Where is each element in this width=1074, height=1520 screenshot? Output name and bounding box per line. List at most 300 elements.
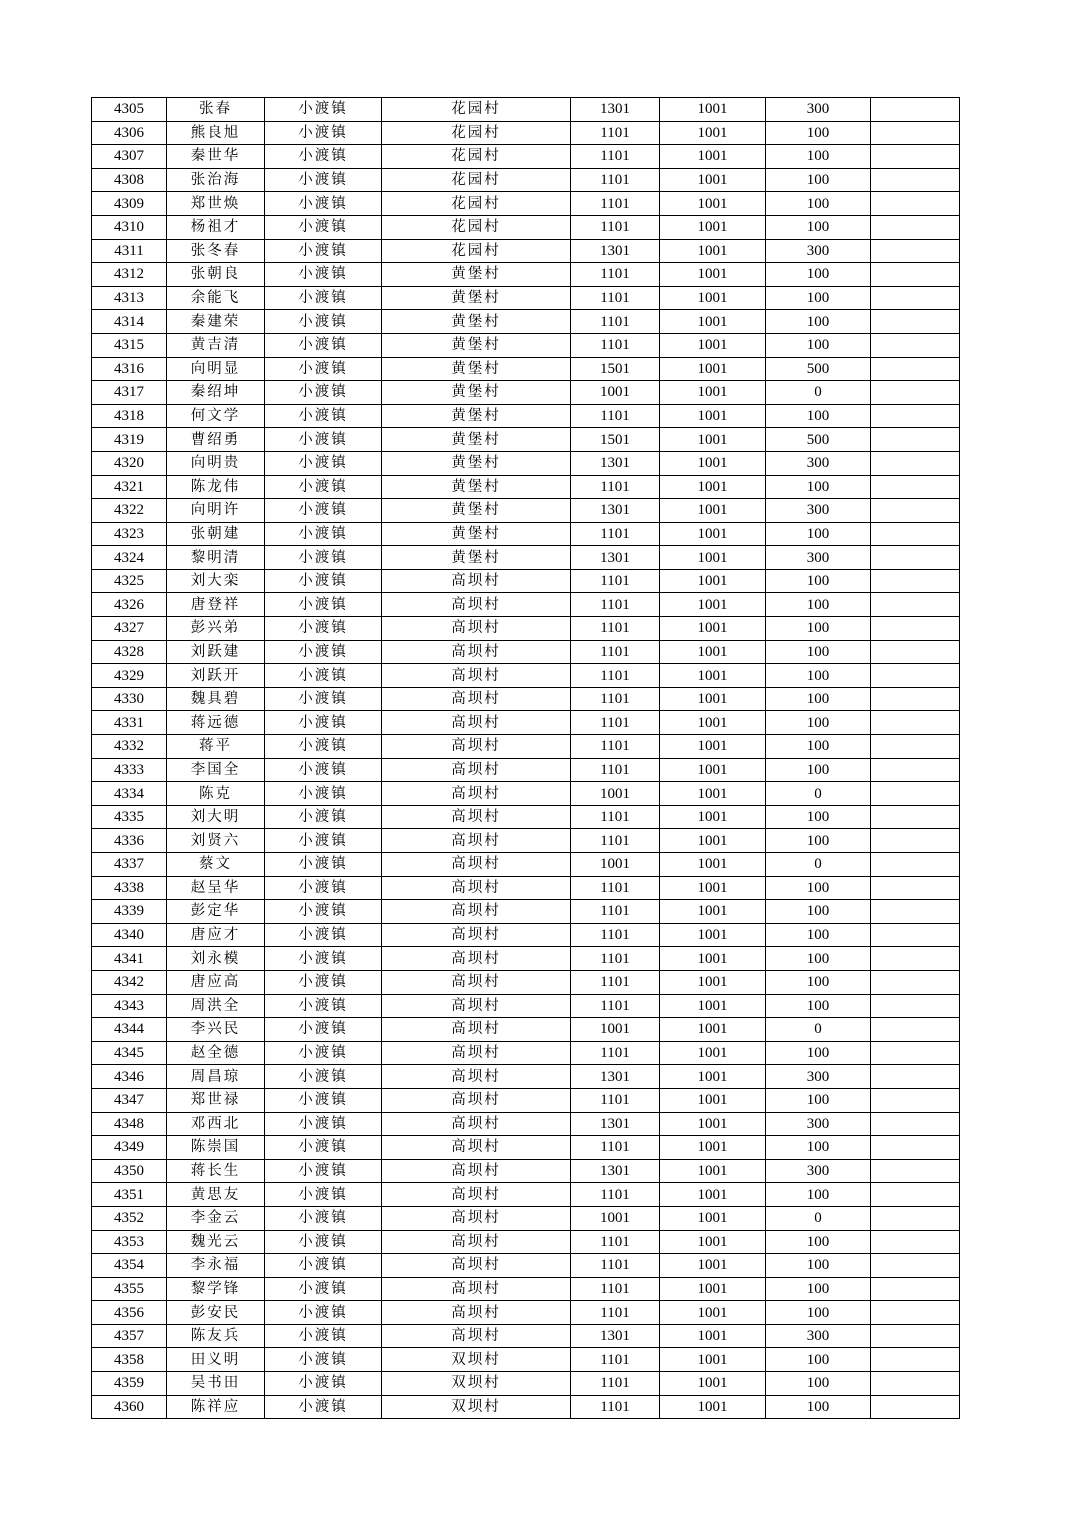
amount-cell: 100 [766, 1088, 871, 1112]
village-cell: 高坝村 [382, 1159, 571, 1183]
name-cell: 魏具碧 [167, 687, 265, 711]
row-number-cell: 4334 [92, 782, 167, 806]
code-b-cell: 1001 [660, 1183, 766, 1207]
code-b-cell: 1001 [660, 735, 766, 759]
code-a-cell: 1301 [571, 451, 660, 475]
town-cell: 小渡镇 [265, 569, 382, 593]
town-cell: 小渡镇 [265, 357, 382, 381]
amount-cell: 100 [766, 121, 871, 145]
code-a-cell: 1301 [571, 546, 660, 570]
table-row [92, 970, 960, 994]
village-cell: 花园村 [382, 168, 571, 192]
village-cell: 高坝村 [382, 687, 571, 711]
code-b-cell: 1001 [660, 947, 766, 971]
code-b-cell: 1001 [660, 1230, 766, 1254]
town-cell: 小渡镇 [265, 758, 382, 782]
note-cell [871, 522, 960, 546]
amount-cell: 100 [766, 900, 871, 924]
amount-cell: 100 [766, 876, 871, 900]
amount-cell: 100 [766, 970, 871, 994]
village-cell: 花园村 [382, 239, 571, 263]
note-cell [871, 357, 960, 381]
code-b-cell: 1001 [660, 546, 766, 570]
amount-cell: 100 [766, 1395, 871, 1419]
row-number-cell: 4311 [92, 239, 167, 263]
row-number-cell: 4341 [92, 947, 167, 971]
table-row [92, 239, 960, 263]
amount-cell: 0 [766, 1018, 871, 1042]
code-a-cell: 1101 [571, 640, 660, 664]
code-a-cell: 1001 [571, 381, 660, 405]
name-cell: 秦绍坤 [167, 381, 265, 405]
village-cell: 黄堡村 [382, 333, 571, 357]
note-cell [871, 1136, 960, 1160]
code-a-cell: 1001 [571, 782, 660, 806]
amount-cell: 300 [766, 1324, 871, 1348]
amount-cell: 0 [766, 1206, 871, 1230]
table-row [92, 1324, 960, 1348]
amount-cell: 100 [766, 687, 871, 711]
row-number-cell: 4322 [92, 499, 167, 523]
town-cell: 小渡镇 [265, 1136, 382, 1160]
name-cell: 周昌琼 [167, 1065, 265, 1089]
row-number-cell: 4353 [92, 1230, 167, 1254]
code-b-cell: 1001 [660, 428, 766, 452]
amount-cell: 100 [766, 168, 871, 192]
code-b-cell: 1001 [660, 970, 766, 994]
table-row [92, 593, 960, 617]
code-b-cell: 1001 [660, 1159, 766, 1183]
code-a-cell: 1101 [571, 876, 660, 900]
code-a-cell: 1301 [571, 239, 660, 263]
row-number-cell: 4317 [92, 381, 167, 405]
town-cell: 小渡镇 [265, 451, 382, 475]
village-cell: 高坝村 [382, 1065, 571, 1089]
table-row [92, 168, 960, 192]
note-cell [871, 1277, 960, 1301]
name-cell: 陈崇国 [167, 1136, 265, 1160]
note-cell [871, 1206, 960, 1230]
code-a-cell: 1101 [571, 1136, 660, 1160]
name-cell: 杨祖才 [167, 215, 265, 239]
code-a-cell: 1101 [571, 192, 660, 216]
note-cell [871, 947, 960, 971]
village-cell: 黄堡村 [382, 263, 571, 287]
code-a-cell: 1301 [571, 1065, 660, 1089]
name-cell: 彭安民 [167, 1301, 265, 1325]
row-number-cell: 4359 [92, 1372, 167, 1396]
code-a-cell: 1101 [571, 1301, 660, 1325]
village-cell: 高坝村 [382, 1112, 571, 1136]
name-cell: 陈龙伟 [167, 475, 265, 499]
name-cell: 陈祥应 [167, 1395, 265, 1419]
code-b-cell: 1001 [660, 782, 766, 806]
code-b-cell: 1001 [660, 758, 766, 782]
code-b-cell: 1001 [660, 687, 766, 711]
table-body [92, 98, 960, 1419]
town-cell: 小渡镇 [265, 121, 382, 145]
table-row [92, 1372, 960, 1396]
village-cell: 高坝村 [382, 829, 571, 853]
note-cell [871, 1254, 960, 1278]
table-row [92, 1088, 960, 1112]
name-cell: 张朝建 [167, 522, 265, 546]
code-a-cell: 1101 [571, 333, 660, 357]
table-row [92, 782, 960, 806]
code-a-cell: 1001 [571, 853, 660, 877]
village-cell: 高坝村 [382, 782, 571, 806]
code-a-cell: 1101 [571, 522, 660, 546]
town-cell: 小渡镇 [265, 98, 382, 122]
town-cell: 小渡镇 [265, 428, 382, 452]
village-cell: 高坝村 [382, 758, 571, 782]
name-cell: 刘跃开 [167, 664, 265, 688]
code-b-cell: 1001 [660, 640, 766, 664]
village-cell: 黄堡村 [382, 428, 571, 452]
row-number-cell: 4315 [92, 333, 167, 357]
note-cell [871, 286, 960, 310]
amount-cell: 100 [766, 192, 871, 216]
row-number-cell: 4356 [92, 1301, 167, 1325]
code-a-cell: 1101 [571, 475, 660, 499]
amount-cell: 100 [766, 735, 871, 759]
village-cell: 双坝村 [382, 1372, 571, 1396]
code-b-cell: 1001 [660, 1348, 766, 1372]
town-cell: 小渡镇 [265, 1254, 382, 1278]
amount-cell: 100 [766, 829, 871, 853]
row-number-cell: 4345 [92, 1041, 167, 1065]
note-cell [871, 263, 960, 287]
note-cell [871, 617, 960, 641]
code-a-cell: 1101 [571, 168, 660, 192]
note-cell [871, 687, 960, 711]
name-cell: 邓西北 [167, 1112, 265, 1136]
code-a-cell: 1101 [571, 1254, 660, 1278]
table-row [92, 381, 960, 405]
name-cell: 刘大明 [167, 805, 265, 829]
code-b-cell: 1001 [660, 1065, 766, 1089]
code-b-cell: 1001 [660, 239, 766, 263]
table-row [92, 404, 960, 428]
name-cell: 刘永模 [167, 947, 265, 971]
row-number-cell: 4316 [92, 357, 167, 381]
table-row [92, 428, 960, 452]
code-a-cell: 1101 [571, 1348, 660, 1372]
village-cell: 高坝村 [382, 1183, 571, 1207]
town-cell: 小渡镇 [265, 145, 382, 169]
note-cell [871, 640, 960, 664]
amount-cell: 300 [766, 1065, 871, 1089]
amount-cell: 100 [766, 994, 871, 1018]
town-cell: 小渡镇 [265, 263, 382, 287]
amount-cell: 100 [766, 1230, 871, 1254]
name-cell: 黄吉清 [167, 333, 265, 357]
table-row [92, 98, 960, 122]
village-cell: 高坝村 [382, 876, 571, 900]
note-cell [871, 145, 960, 169]
row-number-cell: 4328 [92, 640, 167, 664]
amount-cell: 100 [766, 923, 871, 947]
row-number-cell: 4332 [92, 735, 167, 759]
note-cell [871, 923, 960, 947]
code-b-cell: 1001 [660, 263, 766, 287]
note-cell [871, 593, 960, 617]
row-number-cell: 4325 [92, 569, 167, 593]
name-cell: 唐应高 [167, 970, 265, 994]
village-cell: 黄堡村 [382, 357, 571, 381]
name-cell: 何文学 [167, 404, 265, 428]
name-cell: 向明贵 [167, 451, 265, 475]
town-cell: 小渡镇 [265, 805, 382, 829]
note-cell [871, 1088, 960, 1112]
village-cell: 花园村 [382, 145, 571, 169]
town-cell: 小渡镇 [265, 1159, 382, 1183]
town-cell: 小渡镇 [265, 876, 382, 900]
table-row [92, 900, 960, 924]
note-cell [871, 1372, 960, 1396]
note-cell [871, 569, 960, 593]
note-cell [871, 381, 960, 405]
town-cell: 小渡镇 [265, 782, 382, 806]
row-number-cell: 4313 [92, 286, 167, 310]
code-a-cell: 1101 [571, 121, 660, 145]
amount-cell: 500 [766, 357, 871, 381]
code-a-cell: 1101 [571, 215, 660, 239]
name-cell: 郑世焕 [167, 192, 265, 216]
code-a-cell: 1301 [571, 1159, 660, 1183]
amount-cell: 100 [766, 333, 871, 357]
name-cell: 张朝良 [167, 263, 265, 287]
code-b-cell: 1001 [660, 1112, 766, 1136]
row-number-cell: 4330 [92, 687, 167, 711]
town-cell: 小渡镇 [265, 215, 382, 239]
row-number-cell: 4340 [92, 923, 167, 947]
amount-cell: 100 [766, 522, 871, 546]
row-number-cell: 4355 [92, 1277, 167, 1301]
village-cell: 黄堡村 [382, 499, 571, 523]
note-cell [871, 758, 960, 782]
code-a-cell: 1101 [571, 1088, 660, 1112]
amount-cell: 100 [766, 1254, 871, 1278]
note-cell [871, 1395, 960, 1419]
name-cell: 彭兴弟 [167, 617, 265, 641]
name-cell: 黎明清 [167, 546, 265, 570]
row-number-cell: 4335 [92, 805, 167, 829]
village-cell: 高坝村 [382, 593, 571, 617]
amount-cell: 100 [766, 640, 871, 664]
village-cell: 高坝村 [382, 569, 571, 593]
code-a-cell: 1101 [571, 735, 660, 759]
code-b-cell: 1001 [660, 593, 766, 617]
row-number-cell: 4329 [92, 664, 167, 688]
code-b-cell: 1001 [660, 192, 766, 216]
row-number-cell: 4347 [92, 1088, 167, 1112]
code-b-cell: 1001 [660, 381, 766, 405]
amount-cell: 100 [766, 1277, 871, 1301]
village-cell: 黄堡村 [382, 451, 571, 475]
village-cell: 黄堡村 [382, 522, 571, 546]
village-cell: 高坝村 [382, 805, 571, 829]
name-cell: 李兴民 [167, 1018, 265, 1042]
code-b-cell: 1001 [660, 1301, 766, 1325]
code-b-cell: 1001 [660, 1136, 766, 1160]
note-cell [871, 1159, 960, 1183]
town-cell: 小渡镇 [265, 664, 382, 688]
table-row [92, 1065, 960, 1089]
code-a-cell: 1101 [571, 687, 660, 711]
row-number-cell: 4344 [92, 1018, 167, 1042]
code-a-cell: 1101 [571, 1230, 660, 1254]
amount-cell: 100 [766, 947, 871, 971]
code-b-cell: 1001 [660, 215, 766, 239]
table-row [92, 805, 960, 829]
table-row [92, 664, 960, 688]
town-cell: 小渡镇 [265, 593, 382, 617]
town-cell: 小渡镇 [265, 239, 382, 263]
village-cell: 高坝村 [382, 664, 571, 688]
table-row [92, 333, 960, 357]
village-cell: 黄堡村 [382, 404, 571, 428]
town-cell: 小渡镇 [265, 499, 382, 523]
name-cell: 蒋长生 [167, 1159, 265, 1183]
name-cell: 刘跃建 [167, 640, 265, 664]
village-cell: 黄堡村 [382, 286, 571, 310]
amount-cell: 100 [766, 215, 871, 239]
row-number-cell: 4346 [92, 1065, 167, 1089]
town-cell: 小渡镇 [265, 1183, 382, 1207]
code-a-cell: 1501 [571, 357, 660, 381]
table-row [92, 1041, 960, 1065]
code-b-cell: 1001 [660, 1206, 766, 1230]
amount-cell: 100 [766, 1301, 871, 1325]
table-row [92, 569, 960, 593]
amount-cell: 100 [766, 1348, 871, 1372]
table-row [92, 923, 960, 947]
table-row [92, 853, 960, 877]
village-cell: 黄堡村 [382, 381, 571, 405]
name-cell: 张春 [167, 98, 265, 122]
code-b-cell: 1001 [660, 664, 766, 688]
table-row [92, 829, 960, 853]
row-number-cell: 4357 [92, 1324, 167, 1348]
code-a-cell: 1101 [571, 829, 660, 853]
town-cell: 小渡镇 [265, 286, 382, 310]
code-b-cell: 1001 [660, 617, 766, 641]
table-row [92, 1395, 960, 1419]
town-cell: 小渡镇 [265, 333, 382, 357]
amount-cell: 100 [766, 310, 871, 334]
name-cell: 余能飞 [167, 286, 265, 310]
table-row [92, 640, 960, 664]
amount-cell: 100 [766, 664, 871, 688]
code-b-cell: 1001 [660, 1254, 766, 1278]
note-cell [871, 333, 960, 357]
code-a-cell: 1101 [571, 900, 660, 924]
code-b-cell: 1001 [660, 168, 766, 192]
note-cell [871, 168, 960, 192]
village-cell: 高坝村 [382, 1136, 571, 1160]
amount-cell: 100 [766, 805, 871, 829]
code-b-cell: 1001 [660, 286, 766, 310]
village-cell: 高坝村 [382, 1301, 571, 1325]
name-cell: 陈克 [167, 782, 265, 806]
row-number-cell: 4336 [92, 829, 167, 853]
table-row [92, 475, 960, 499]
name-cell: 秦建荣 [167, 310, 265, 334]
town-cell: 小渡镇 [265, 947, 382, 971]
code-a-cell: 1101 [571, 1277, 660, 1301]
amount-cell: 300 [766, 499, 871, 523]
note-cell [871, 310, 960, 334]
code-a-cell: 1101 [571, 1372, 660, 1396]
code-b-cell: 1001 [660, 829, 766, 853]
code-a-cell: 1301 [571, 98, 660, 122]
note-cell [871, 1041, 960, 1065]
table-row [92, 263, 960, 287]
village-cell: 高坝村 [382, 1230, 571, 1254]
note-cell [871, 428, 960, 452]
row-number-cell: 4354 [92, 1254, 167, 1278]
table-row [92, 711, 960, 735]
town-cell: 小渡镇 [265, 735, 382, 759]
amount-cell: 100 [766, 569, 871, 593]
row-number-cell: 4351 [92, 1183, 167, 1207]
name-cell: 陈友兵 [167, 1324, 265, 1348]
note-cell [871, 121, 960, 145]
code-b-cell: 1001 [660, 475, 766, 499]
code-a-cell: 1101 [571, 310, 660, 334]
row-number-cell: 4333 [92, 758, 167, 782]
table-row [92, 1230, 960, 1254]
note-cell [871, 546, 960, 570]
amount-cell: 0 [766, 381, 871, 405]
table-row [92, 617, 960, 641]
village-cell: 高坝村 [382, 1206, 571, 1230]
code-b-cell: 1001 [660, 333, 766, 357]
note-cell [871, 970, 960, 994]
code-b-cell: 1001 [660, 876, 766, 900]
table-row [92, 192, 960, 216]
town-cell: 小渡镇 [265, 522, 382, 546]
village-cell: 黄堡村 [382, 475, 571, 499]
name-cell: 唐登祥 [167, 593, 265, 617]
note-cell [871, 1065, 960, 1089]
code-a-cell: 1101 [571, 994, 660, 1018]
note-cell [871, 829, 960, 853]
code-a-cell: 1101 [571, 758, 660, 782]
code-b-cell: 1001 [660, 1324, 766, 1348]
row-number-cell: 4314 [92, 310, 167, 334]
town-cell: 小渡镇 [265, 1206, 382, 1230]
note-cell [871, 1183, 960, 1207]
name-cell: 张治海 [167, 168, 265, 192]
code-a-cell: 1301 [571, 1324, 660, 1348]
code-b-cell: 1001 [660, 310, 766, 334]
note-cell [871, 215, 960, 239]
code-a-cell: 1101 [571, 569, 660, 593]
amount-cell: 300 [766, 451, 871, 475]
town-cell: 小渡镇 [265, 829, 382, 853]
table-row [92, 357, 960, 381]
code-b-cell: 1001 [660, 98, 766, 122]
town-cell: 小渡镇 [265, 640, 382, 664]
amount-cell: 100 [766, 475, 871, 499]
town-cell: 小渡镇 [265, 475, 382, 499]
table-row [92, 994, 960, 1018]
name-cell: 郑世禄 [167, 1088, 265, 1112]
table-row [92, 1159, 960, 1183]
data-table [91, 97, 960, 1419]
